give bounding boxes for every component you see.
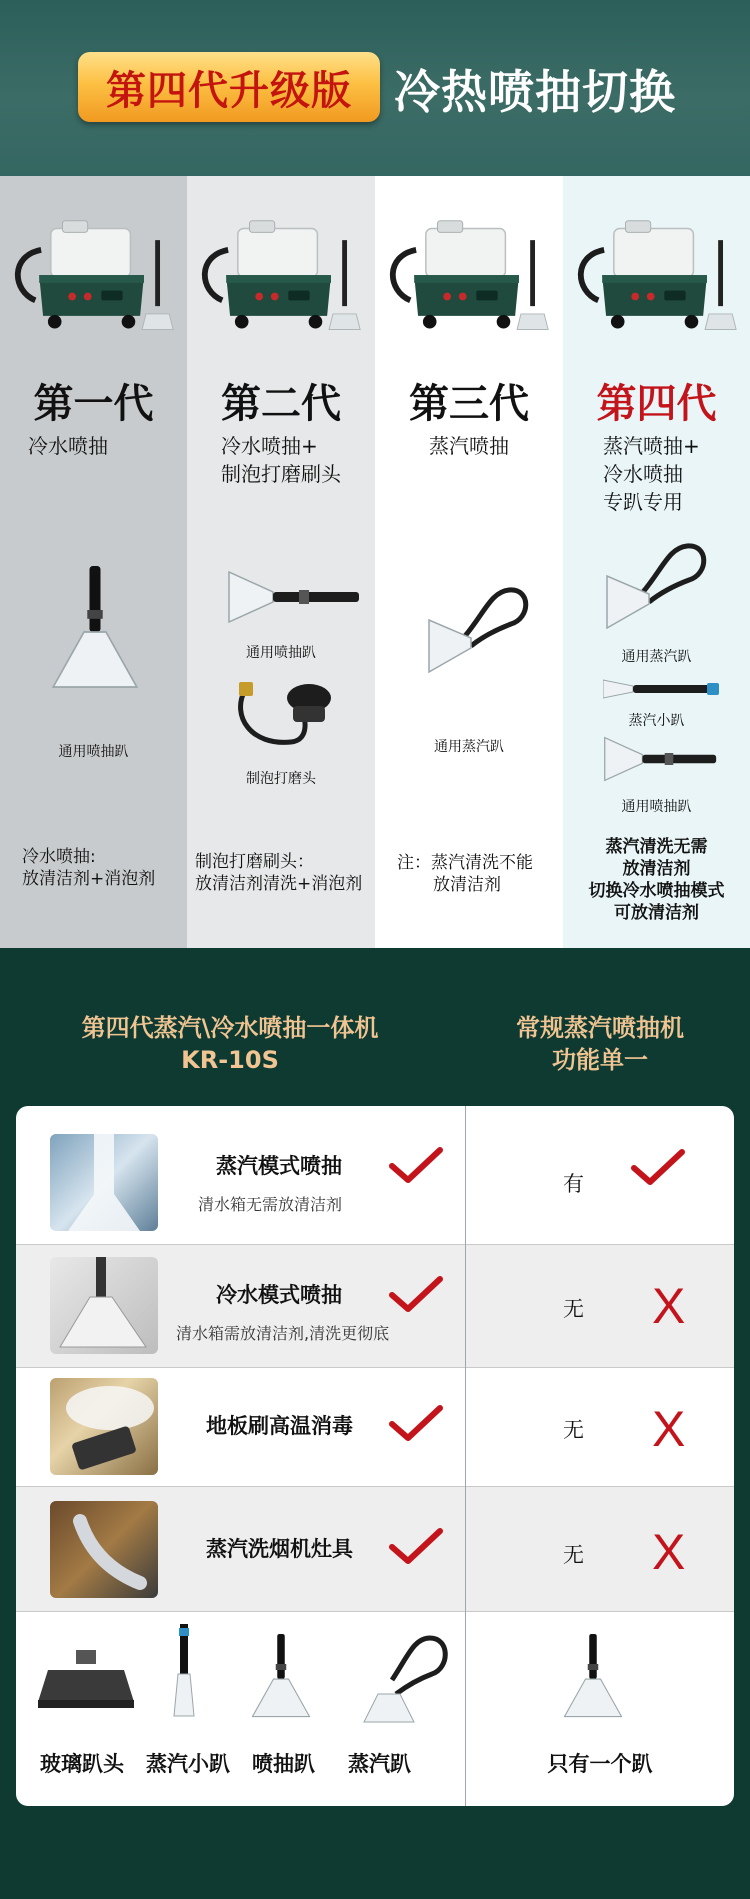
check-icon [388,1404,444,1444]
feature-subtitle: 清水箱无需放清洁剂 [198,1195,343,1214]
range-hood-photo [50,1501,158,1598]
feature-title: 地板刷高温消毒 [206,1414,353,1438]
accessory-label: 蒸汽趴 [348,1752,411,1776]
accessory-label: 玻璃趴头 [40,1752,124,1776]
spray-nozzle-image [40,556,150,706]
cross-icon: X [652,1278,686,1334]
competitor-value: 无 [563,1297,584,1321]
table-row [16,1368,734,1487]
glass-head-image [36,1650,136,1714]
accessory-label: 只有一个趴 [547,1752,653,1776]
steam-nozzle-image [425,572,535,682]
column-divider [465,1106,466,1806]
tool-label: 通用喷抽趴 [246,645,316,661]
generation-3-column [375,176,563,948]
competitor-value: 无 [563,1543,584,1567]
steam-mode-photo [50,1134,158,1231]
foam-brush-image [231,676,341,756]
generation-title: 第四代 [596,381,717,427]
feature-title: 蒸汽模式喷抽 [216,1154,342,1178]
spray-head-image [236,1634,326,1724]
generation-description: 冷水喷抽+ 制泡打磨刷头 [221,434,341,486]
generation-note: 冷水喷抽: 放清洁剂+消泡剂 [22,847,156,889]
generation-note: 注：蒸汽清洗不能 放清洁剂 [397,853,533,895]
tool-label: 制泡打磨头 [246,771,316,787]
tool-label: 蒸汽小趴 [628,713,685,729]
generation-title: 第一代 [33,381,154,427]
generation-4-column [563,176,750,948]
accessory-label: 蒸汽小趴 [146,1752,230,1776]
generation-title: 第二代 [221,381,341,427]
check-icon [388,1527,444,1567]
comparison-section [0,948,750,1899]
cold-water-mode-photo [50,1257,158,1354]
generation-description: 蒸汽喷抽+ 冷水喷抽 专趴专用 [603,434,700,514]
generation-2-column [187,176,375,948]
floor-brush-photo [50,1378,158,1475]
accessories-row [16,1612,734,1806]
accessory-label: 喷抽趴 [252,1752,315,1776]
competitor-value: 无 [563,1418,584,1442]
machine-image [12,220,177,338]
cross-icon: X [652,1401,686,1457]
header-banner [0,0,750,176]
generation-description: 蒸汽喷抽 [429,434,509,458]
generation-description: 冷水喷抽 [28,434,108,458]
competitor-column-heading: 常规蒸汽喷抽机 功能单一 [516,1014,684,1074]
feature-title: 冷水模式喷抽 [216,1283,342,1307]
machine-image [387,220,552,338]
feature-subtitle: 清水箱需放清洁剂,清洗更彻底 [176,1324,390,1343]
machine-image [575,220,740,338]
single-head-image [548,1634,638,1724]
generation-title: 第三代 [409,381,529,427]
steam-small-head-image [164,1624,204,1720]
check-icon [388,1146,444,1186]
tool-label: 通用喷抽趴 [621,799,692,815]
comparison-table [16,1106,734,1806]
check-icon [388,1275,444,1315]
spray-nozzle-image [603,728,723,790]
table-row [16,1106,734,1245]
steam-head-image [352,1630,452,1726]
generation-note: 制泡打磨刷头： 放清洁剂清洗+消泡剂 [195,852,363,894]
tool-label: 通用蒸汽趴 [621,649,692,665]
spray-nozzle-image [227,568,367,628]
product-column-heading: 第四代蒸汽\冷水喷抽一体机 KR-10S [81,1014,379,1074]
table-row [16,1245,734,1368]
steam-nozzle-image [603,536,713,636]
generation-columns [0,176,750,948]
cross-icon: X [652,1524,686,1580]
competitor-value: 有 [563,1172,584,1196]
check-icon [630,1148,686,1188]
tool-label: 通用喷抽趴 [58,744,129,760]
feature-title: 蒸汽洗烟机灶具 [206,1537,353,1561]
machine-image [199,220,364,338]
steam-small-nozzle-image [603,674,723,704]
table-row [16,1487,734,1612]
upgrade-badge: 第四代升级版 [78,52,380,122]
page-title: 冷热喷抽切换 [394,65,676,119]
tool-label: 通用蒸汽趴 [434,739,504,755]
generation-1-column [0,176,187,948]
generation-note: 蒸汽清洗无需 放清洁剂 切换冷水喷抽模式 可放清洁剂 [588,837,725,923]
